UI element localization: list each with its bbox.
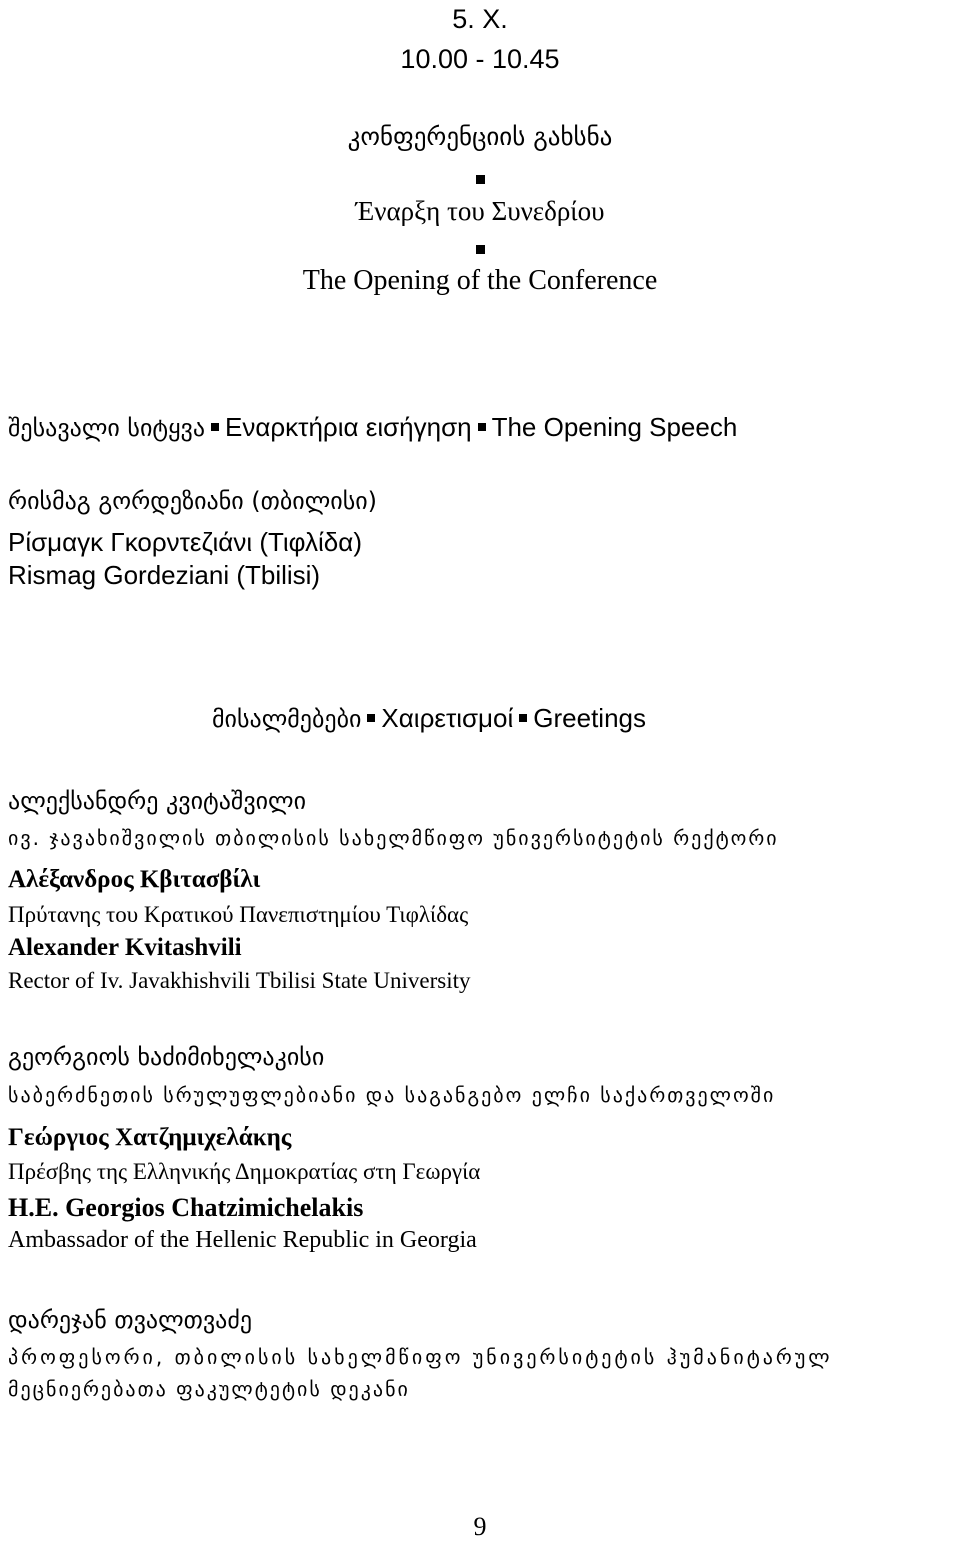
speech-title-line <box>8 412 737 443</box>
greetings-title-el: Χαιρετισμοί <box>381 703 514 733</box>
speaker-name-ka: დარეჯან თვალთვაძე <box>8 1306 253 1334</box>
speaker-name-en: H.E. Georgios Chatzimichelakis <box>8 1193 364 1222</box>
speech-title-ka: შესავალი სიტყვა <box>8 414 206 442</box>
speaker-role-el: Πρύτανης του Κρατικού Πανεπιστημίου Τιφλίδας <box>8 902 469 927</box>
separator-square <box>519 714 527 722</box>
greetings-title-line <box>212 703 646 734</box>
speech-speaker-ka: რისმაგ გორდეზიანი (თბილისი) <box>8 487 378 515</box>
speaker-name-ka: ალექსანდრე კვიტაშვილი <box>8 787 307 815</box>
speaker-name-el: Αλέξανδρος Κβιτασβίλι <box>8 866 261 893</box>
page-number: 9 <box>473 1512 487 1541</box>
session-date: 5. X. <box>452 4 508 34</box>
speaker-role-ka: ივ. ჯავახიშვილის თბილისის სახელმწიფო უნივერსიტეტის რექტორი <box>8 826 779 850</box>
separator-square <box>367 714 375 722</box>
separator-square <box>478 423 486 431</box>
separator-square <box>0 170 960 188</box>
greetings-title-ka: მისალმებები <box>212 705 362 733</box>
greetings-title-en: Greetings <box>533 703 646 733</box>
speaker-name-el: Γεώργιος Χατζημιχελάκης <box>8 1124 292 1151</box>
speaker-role-en: Rector of Iv. Javakhishvili Tbilisi State University <box>8 968 471 993</box>
speaker-role-en: Ambassador of the Hellenic Republic in Georgia <box>8 1227 477 1253</box>
speaker-role-ka: პროფესორი, თბილისის სახელმწიფო უნივერსიტეტის ჰუმანიტარულ <box>8 1345 833 1369</box>
speech-title-en: The Opening Speech <box>491 412 738 442</box>
opening-title-ka: კონფერენციის გახსნა <box>347 122 613 151</box>
speech-speaker-el: Ρίσμαγκ Γκορντεζιάνι (Τιφλίδα) <box>8 527 362 557</box>
opening-title-el: Έναρξη του Συνεδρίου <box>355 196 605 226</box>
speaker-name-en: Alexander Kvitashvili <box>8 934 242 961</box>
speech-speaker-en: Rismag Gordeziani (Tbilisi) <box>8 560 321 590</box>
opening-title-en: The Opening of the Conference <box>302 265 658 296</box>
speech-title-el: Εναρκτήρια εισήγηση <box>225 412 472 442</box>
separator-square <box>211 423 219 431</box>
session-time: 10.00 - 10.45 <box>400 44 560 74</box>
speaker-role-ka: მეცნიერებათა ფაკულტეტის დეკანი <box>8 1377 410 1401</box>
speaker-role-ka: საბერძნეთის სრულუფლებიანი და საგანგებო ელჩი საქართველოში <box>8 1083 776 1107</box>
separator-square <box>0 240 960 258</box>
speaker-role-el: Πρέσβης της Ελληνικής Δημοκρατίας στη Γεωργία <box>8 1159 481 1184</box>
speaker-name-ka: გეორგიოს ხაძიმიხელაკისი <box>8 1043 325 1071</box>
